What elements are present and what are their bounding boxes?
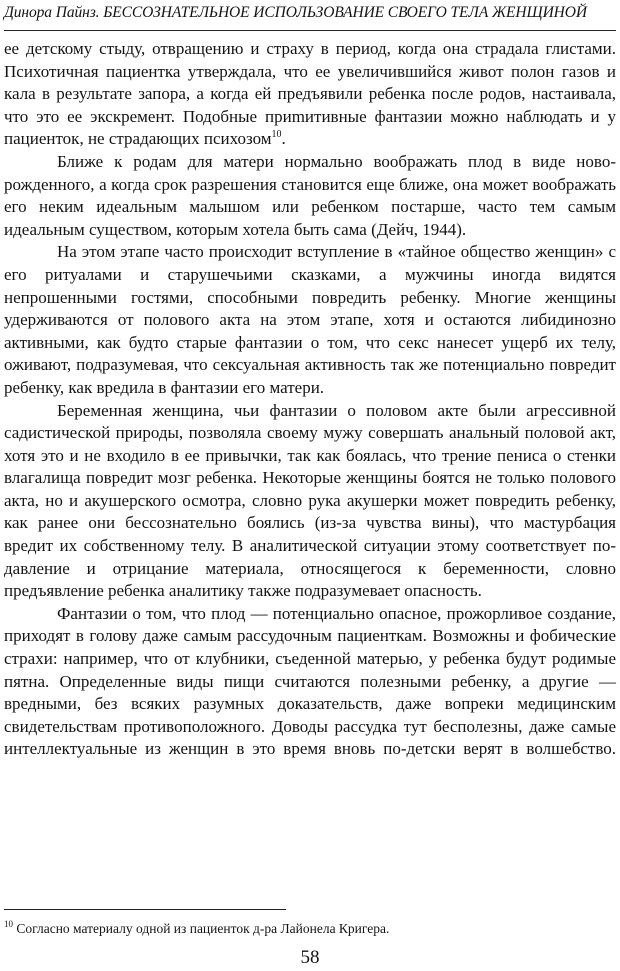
paragraph-1-tail: . bbox=[281, 129, 286, 149]
footnote bbox=[4, 920, 616, 937]
paragraph-3: На этом этапе часто происходит вступление в «тайное общество женщин» с его ритуалами и старушечьими сказками, а мужчины иногда видятся непрошенными гостями, способными повредить ребенку. Многие женщины удерживаются от полового акта на этом этапе, хотя и остаются либидинозно активными, как будто старые фантазии о том, что секс нанесет ущерб их телу, оживают, подразумевая, что сексуальная активность так же потенциально повредит ребенку, как вредила в фантазии его матери. bbox=[4, 242, 616, 397]
footnote-rule bbox=[4, 909, 286, 910]
header-rule bbox=[4, 30, 616, 31]
footnote-marker: 10 bbox=[4, 919, 13, 929]
paragraph-1 bbox=[4, 38, 616, 151]
paragraph-1-text: ее детскому стыду, отвращению и страху в период, когда она страдала глистами. Психотичная пациентка утверждала, что ее увеличившийся живот полон газов и кала в результате запора, а когда ей предъявили ребенка после родов, настаивала, что это ее экскремент. Подобные приmитивные фантазии можно наблюдать и у пациенток, не страдающих психозом bbox=[4, 39, 616, 149]
paragraph-4: Беременная женщина, чьи фантазии о половом акте были агрессивной садистической природы, позволяла своему мужу совершать анальный половой акт, хотя это и не входило в ее привычки, так как боялась, что трение пениса о стенки влагалища повредит мозг ребенка. Некоторые женщины боятся не только полового акта, но и акушерского осмотра, словно рука акушерки может повредить ребенку, как ранее они бессознательно боялись (из-за чувства вины), что мастурбация вредит их собственному телу. В аналитической ситуации этому соответствует подавление и отрицание материала, относящегося к беременности, словно предъявление ребенка аналитику также подразумевает опасность. bbox=[4, 400, 616, 601]
footnote-text: Согласно материалу одной из пациенток д-ра Лайонела Кригера. bbox=[16, 921, 390, 936]
page-number: 58 bbox=[300, 947, 320, 968]
paragraph-5: Фантазии о том, что плод — потенциально опасное, прожорливое создание, приходят в голову даже самым рассудочным пациенткам. Возможны и фобические страхи: например, что от клубники, съеденной матерью, у ребенка будут родимые пятна. Определенные виды пищи считаются полезными ребенку, а другие — вредными, без всяких разумных доказательств, даже вопреки медицинским свидетельствам противоположного. Доводы рассудка тут бесполезны, даже самые интеллектуальные из женщин в это время вновь по-детски верят в волшебство. bbox=[4, 603, 616, 759]
body-text bbox=[4, 38, 616, 761]
running-head: Динора Пайнз. БЕССОЗНАТЕЛЬНОЕ ИСПОЛЬЗОВАНИЕ СВОЕГО ТЕЛА ЖЕНЩИНОЙ bbox=[4, 4, 587, 21]
footnote-reference: 10 bbox=[271, 129, 282, 141]
paragraph-2: Ближе к родам для матери нормально воображать плод в виде новорожденного, а когда срок разрешения становится еще ближе, она может воображать его неким идеальным малышом или ребенком постарше, часто тем самым идеальным существом, которым хотела быть сама (Дейч, 1944). bbox=[4, 151, 616, 239]
